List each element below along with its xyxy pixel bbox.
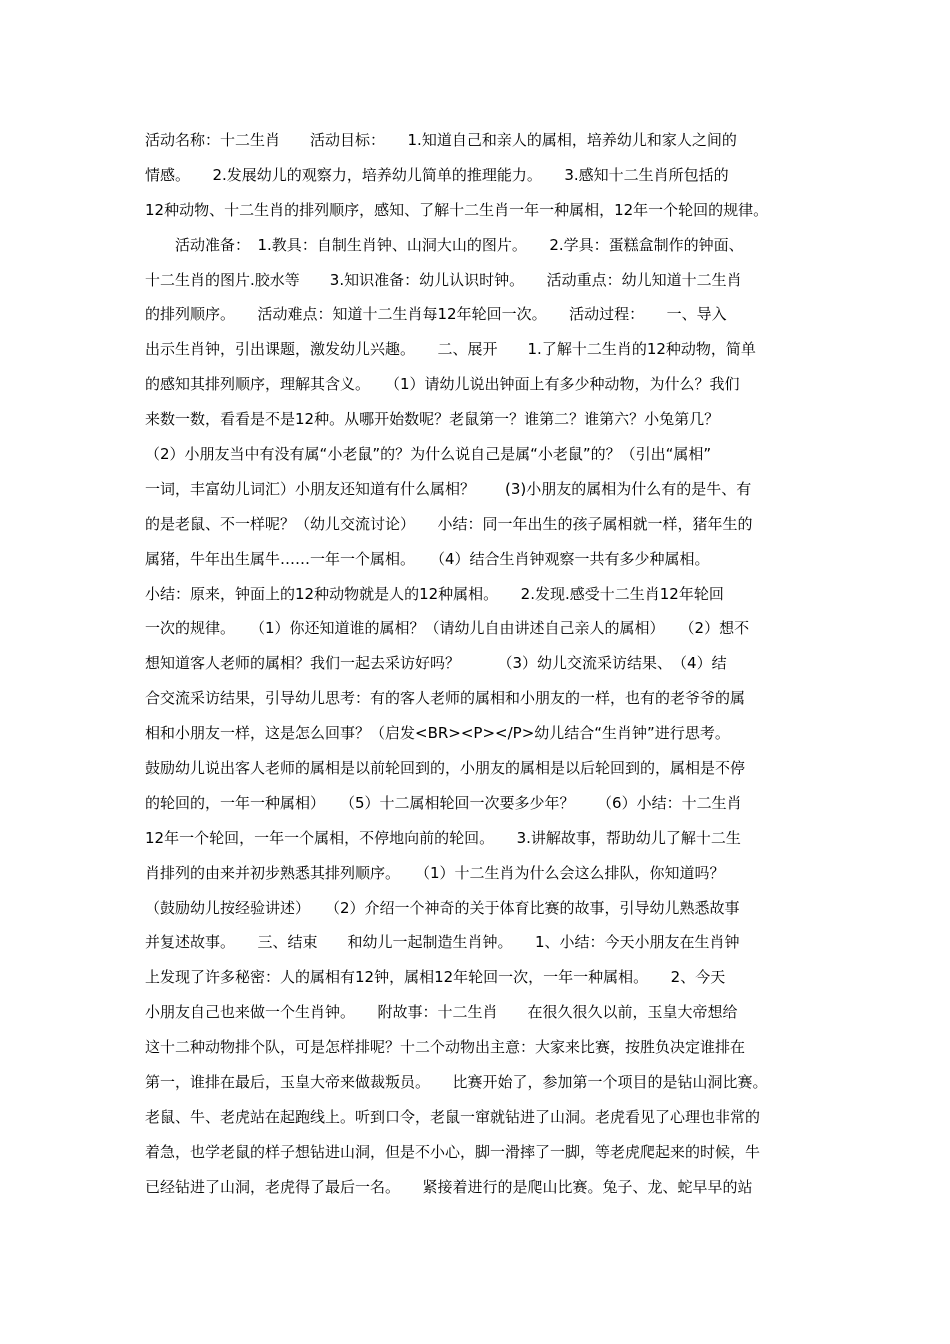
text-line: 活动名称：十二生肖 活动目标： 1.知道自己和亲人的属相，培养幼儿和家人之间的 [145,131,737,149]
text-line: 已经钻进了山洞，老虎得了最后一名。 紧接着进行的是爬山比赛。兔子、龙、蛇早早的站 [145,1177,753,1196]
text-line: 肖排列的由来并初步熟悉其排列顺序。 （1）十二生肖为什么会这么排队，你知道吗？ [145,863,725,882]
text-line: （2）小朋友当中有没有属“小老鼠”的？为什么说自己是属“小老鼠”的？（引出“属相” [145,445,712,464]
text-line: 属猪，牛年出生属牛……一年一个属相。 （4）结合生肖钟观察一共有多少种属相。 [145,549,710,568]
text-line: 的感知其排列顺序，理解其含义。 （1）请幼儿说出钟面上有多少种动物，为什么？我们 [145,375,740,394]
text-line: 出示生肖钟，引出课题，激发幼儿兴趣。 二、展开 1.了解十二生肖的12种动物，简单 [145,340,756,359]
text-line: 第一，谁排在最后，玉皇大帝来做裁叛员。 比赛开始了，参加第一个项目的是钻山洞比赛。 [145,1073,768,1092]
document-body [145,123,825,1205]
text-line: 的轮回的，一年一种属相） （5）十二属相轮回一次要多少年？ （6）小结：十二生肖 [145,793,742,812]
text-line: 鼓励幼儿说出客人老师的属相是以前轮回到的，小朋友的属相是以后轮回到的，属相是不停 [145,759,746,778]
text-line: （鼓励幼儿按经验讲述） （2）介绍一个神奇的关于体育比赛的故事，引导幼儿熟悉故事 [145,898,740,917]
text-line: 老鼠、牛、老虎站在起跑线上。听到口令，老鼠一窜就钻进了山洞。老虎看见了心理也非常的 [145,1107,761,1126]
text-line: 情感。 2.发展幼儿的观察力，培养幼儿简单的推理能力。 3.感知十二生肖所包括的 [145,165,729,184]
text-line: 的是老鼠、不一样呢？（幼儿交流讨论） 小结：同一年出生的孩子属相就一样，猪年生的 [145,514,753,533]
text-line: 一次的规律。 （1）你还知道谁的属相？（请幼儿自由讲述自己亲人的属相） （2）想不 [145,619,750,638]
text-line: 上发现了许多秘密：人的属相有12钟，属相12年轮回一次，一年一种属相。 2、今天 [145,968,726,987]
text-line: 这十二种动物排个队，可是怎样排呢？十二个动物出主意：大家来比赛，按胜负决定谁排在 [145,1038,746,1057]
text-line: 相和小朋友一样，这是怎么回事？（启发<BR><P></P>幼儿结合“生肖钟”进行思考。 [145,724,730,743]
text-line: 着急，也学老鼠的样子想钻进山洞，但是不小心，脚一滑摔了一脚，等老虎爬起来的时候，牛 [145,1142,761,1161]
text-line: 并复述故事。 三、结束 和幼儿一起制造生肖钟。 1、小结：今天小朋友在生肖钟 [145,933,740,952]
text-line: 的排列顺序。 活动难点：知道十二生肖每12年轮回一次。 活动过程： 一、导入 [145,305,727,324]
text-line: 小朋友自己也来做一个生肖钟。 附故事：十二生肖 在很久很久以前，玉皇大帝想给 [145,1003,738,1022]
text-line: 想知道客人老师的属相？我们一起去采访好吗？ （3）幼儿交流采访结果、 （4）结 [145,654,727,673]
text-line: 十二生肖的图片.胶水等 3.知识准备：幼儿认识时钟。 活动重点：幼儿知道十二生肖 [145,270,742,289]
text-line: 12种动物、十二生肖的排列顺序，感知、了解十二生肖一年一种属相，12年一个轮回的规律。 [145,200,769,219]
text-line: 小结：原来，钟面上的12种动物就是人的12种属相。 2.发现.感受十二生肖12年轮回 [145,584,724,603]
text-line: 来数一数，看看是不是12种。从哪开始数呢？老鼠第一？谁第二？谁第六？小兔第几？ [145,410,720,429]
text-line: 12年一个轮回，一年一个属相，不停地向前的轮回。 3.讲解故事，帮助幼儿了解十二生 [145,828,741,847]
text-line: 一词，丰富幼儿词汇）小朋友还知道有什么属相？ (3)小朋友的属相为什么有的是牛、有 [145,479,752,498]
text-line: 活动准备： 1.教具：自制生肖钟、山洞大山的图片。 2.学具：蛋糕盒制作的钟面、 [145,235,744,254]
text-line: 合交流采访结果，引导幼儿思考：有的客人老师的属相和小朋友的一样，也有的老爷爷的属 [145,689,746,708]
